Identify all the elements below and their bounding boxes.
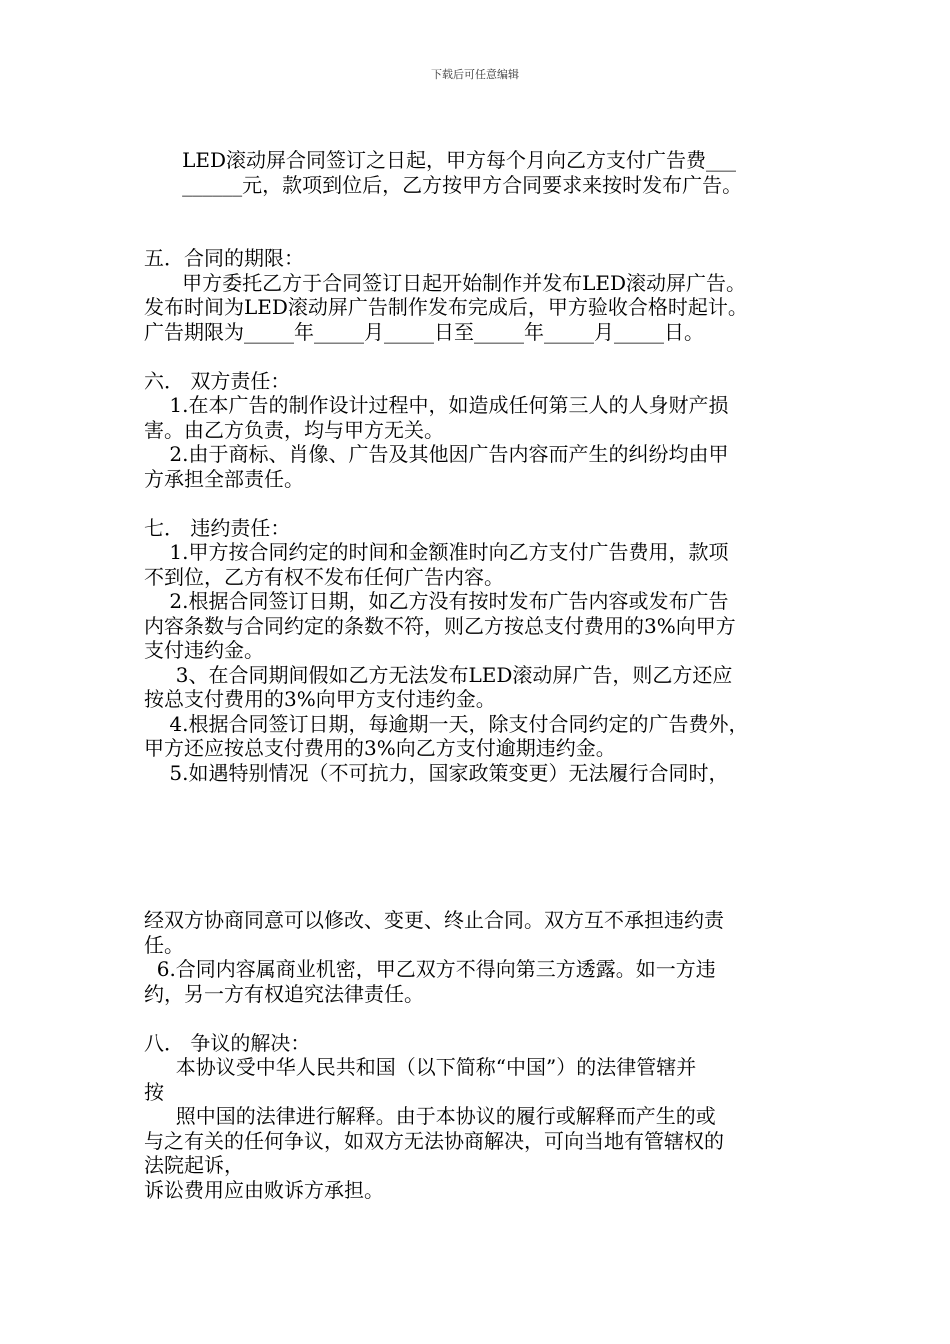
section-8-line: 诉讼费用应由败诉方承担。 [144,1177,384,1202]
page-header: 下载后可任意编辑 [431,68,519,81]
section-6-line: 2.由于商标、肖像、广告及其他因广告内容而产生的纠纷均由甲 [144,442,729,466]
section-6-line: 害。由乙方负责，均与甲方无关。 [144,417,444,442]
section-7-heading: 七． 违约责任： [144,515,291,540]
section-7-line: 1.甲方按合同约定的时间和金额准时向乙方支付广告费用，款项 [144,540,729,564]
section-8-line: 法院起诉， [144,1153,244,1177]
section-6-heading: 六． 双方责任： [144,368,291,393]
continued-line: 任。 [144,932,184,957]
continued-line: 6.合同内容属商业机密，甲乙双方不得向第三方透露。如一方违 [144,957,716,981]
section-7-line: 不到位，乙方有权不发布任何广告内容。 [144,564,504,589]
continued-line: 经双方协商同意可以修改、变更、终止合同。双方互不承担违约责 [144,908,724,932]
section-8-heading: 八． 争议的解决： [144,1030,311,1055]
section-5-line: 发布时间为LED滚动屏广告制作发布完成后，甲方验收合格时起计。 [144,295,748,319]
section-5-line: 甲方委托乙方于合同签订日起开始制作并发布LED滚动屏广告。 [144,270,747,295]
section-7-line: 5.如遇特别情况（不可抗力，国家政策变更）无法履行合同时， [144,760,729,785]
section-7-line: 按总支付费用的3%向甲方支付违约金。 [144,687,496,711]
section-7-line: 甲方还应按总支付费用的3%向乙方支付逾期违约金。 [144,736,616,760]
section-7-line: 支付违约金。 [144,638,264,662]
section-8-line: 按 [144,1079,164,1104]
section-5-heading: 五．合同的期限： [144,246,304,270]
contract-body [144,148,834,1202]
section-7-line: 内容条数与合同约定的条数不符，则乙方按总支付费用的3%向甲方 [144,613,736,638]
section-8-line: 与之有关的任何争议，如双方无法协商解决，可向当地有管辖权的 [144,1128,724,1153]
section-8-line: 照中国的法律进行解释。由于本协议的履行或解释而产生的或 [144,1104,716,1128]
section-6-line: 方承担全部责任。 [144,466,304,491]
section-5-line: 广告期限为_____年_____月_____日至_____年_____月_____日。 [144,319,704,344]
section-7-line: 4.根据合同签订日期，每逾期一天，除支付合同约定的广告费外， [144,711,749,736]
intro-line: ______元，款项到位后，乙方按甲方合同要求来按时发布广告。 [144,172,743,197]
section-7-line: 2.根据合同签订日期，如乙方没有按时发布广告内容或发布广告 [144,589,729,613]
section-8-line: 本协议受中华人民共和国（以下简称“中国”）的法律管辖并 [144,1055,697,1079]
continued-line: 约，另一方有权追究法律责任。 [144,981,424,1006]
intro-line: LED滚动屏合同签订之日起，甲方每个月向乙方支付广告费___ [144,148,737,172]
section-6-line: 1.在本广告的制作设计过程中，如造成任何第三人的人身财产损 [144,393,729,417]
section-7-line: 3、在合同期间假如乙方无法发布LED滚动屏广告，则乙方还应 [144,662,733,687]
